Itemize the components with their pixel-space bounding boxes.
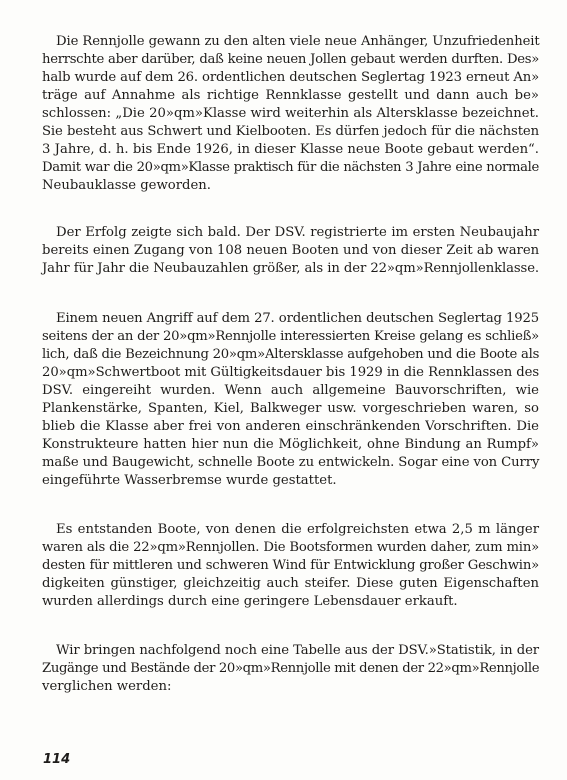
text-line: digkeiten günstiger, gleichzeitig auch steifer. Diese guten Eigenschaften: [42, 576, 539, 591]
text-line: 3 Jahre, d. h. bis Ende 1926, in dieser Klasse neue Boote gebaut werden“.: [42, 142, 539, 157]
text-line: DSV. eingereiht wurden. Wenn auch allgemeine Bauvorschriften, wie: [42, 383, 539, 398]
text-line: 20»qm»Schwertboot mit Gültigkeitsdauer bis 1929 in die Rennklassen des: [42, 365, 540, 380]
text-line: maße und Baugewicht, schnelle Boote zu entwickeln. Sogar eine von Curry: [42, 455, 540, 470]
text-line: träge auf Annahme als richtige Rennklasse gestellt und dann auch be»: [42, 88, 539, 103]
text-line: lich, daß die Bezeichnung 20»qm»Altersklasse aufgehoben und die Boote als: [42, 347, 540, 362]
text-line: blieb die Klasse aber frei von anderen einschränkenden Vorschriften. Die: [42, 419, 539, 434]
text-line: seitens der an der 20»qm»Rennjolle interessierten Kreise gelang es schließ»: [42, 329, 539, 344]
text-line: desten für mittleren und schweren Wind für Entwicklung großer Geschwin»: [42, 558, 539, 573]
text-line: waren als die 22»qm»Rennjollen. Die Bootsformen wurden daher, zum min»: [42, 540, 539, 555]
text-line: Plankenstärke, Spanten, Kiel, Balkweger usw. vorgeschrieben waren, so: [42, 401, 539, 416]
text-line: Jahr für Jahr die Neubauzahlen größer, als in der 22»qm»Rennjollenklasse.: [42, 261, 539, 276]
text-line: wurden allerdings durch eine geringere Lebensdauer erkauft.: [42, 594, 458, 609]
text-line: Neubauklasse geworden.: [42, 178, 211, 193]
page-number: 114: [43, 752, 71, 767]
text-line: Konstrukteure hatten hier nun die Möglichkeit, ohne Bindung an Rumpf»: [42, 437, 539, 452]
text-line: Sie besteht aus Schwert und Kielbooten. Es dürfen jedoch für die nächsten: [42, 124, 539, 139]
text-line: Der Erfolg zeigte sich bald. Der DSV. registrierte im ersten Neubaujahr: [56, 225, 539, 240]
text-line: Es entstanden Boote, von denen die erfolgreichsten etwa 2,5 m länger: [56, 522, 539, 537]
text-line: schlossen: „Die 20»qm»Klasse wird weiterhin als Altersklasse bezeichnet.: [42, 106, 539, 121]
text-line: bereits einen Zugang von 108 neuen Booten und von dieser Zeit ab waren: [42, 243, 540, 258]
text-line: Wir bringen nachfolgend noch eine Tabelle aus der DSV.»Statistik, in der: [56, 643, 539, 658]
text-line: Damit war die 20»qm»Klasse praktisch für die nächsten 3 Jahre eine normale: [42, 160, 539, 175]
text-line: verglichen werden:: [42, 679, 172, 694]
text-line: Die Rennjolle gewann zu den alten viele neue Anhänger, Unzufriedenheit: [56, 34, 540, 49]
text-line: halb wurde auf dem 26. ordentlichen deutschen Seglertag 1923 erneut An»: [42, 70, 539, 85]
text-line: herrschte aber darüber, daß keine neuen Jollen gebaut werden durften. Des»: [42, 52, 539, 67]
text-line: Zugänge und Bestände der 20»qm»Rennjolle mit denen der 22»qm»Rennjolle: [42, 661, 540, 676]
text-line: eingeführte Wasserbremse wurde gestattet.: [42, 473, 337, 488]
text-line: Einem neuen Angriff auf dem 27. ordentlichen deutschen Seglertag 1925: [56, 311, 539, 326]
